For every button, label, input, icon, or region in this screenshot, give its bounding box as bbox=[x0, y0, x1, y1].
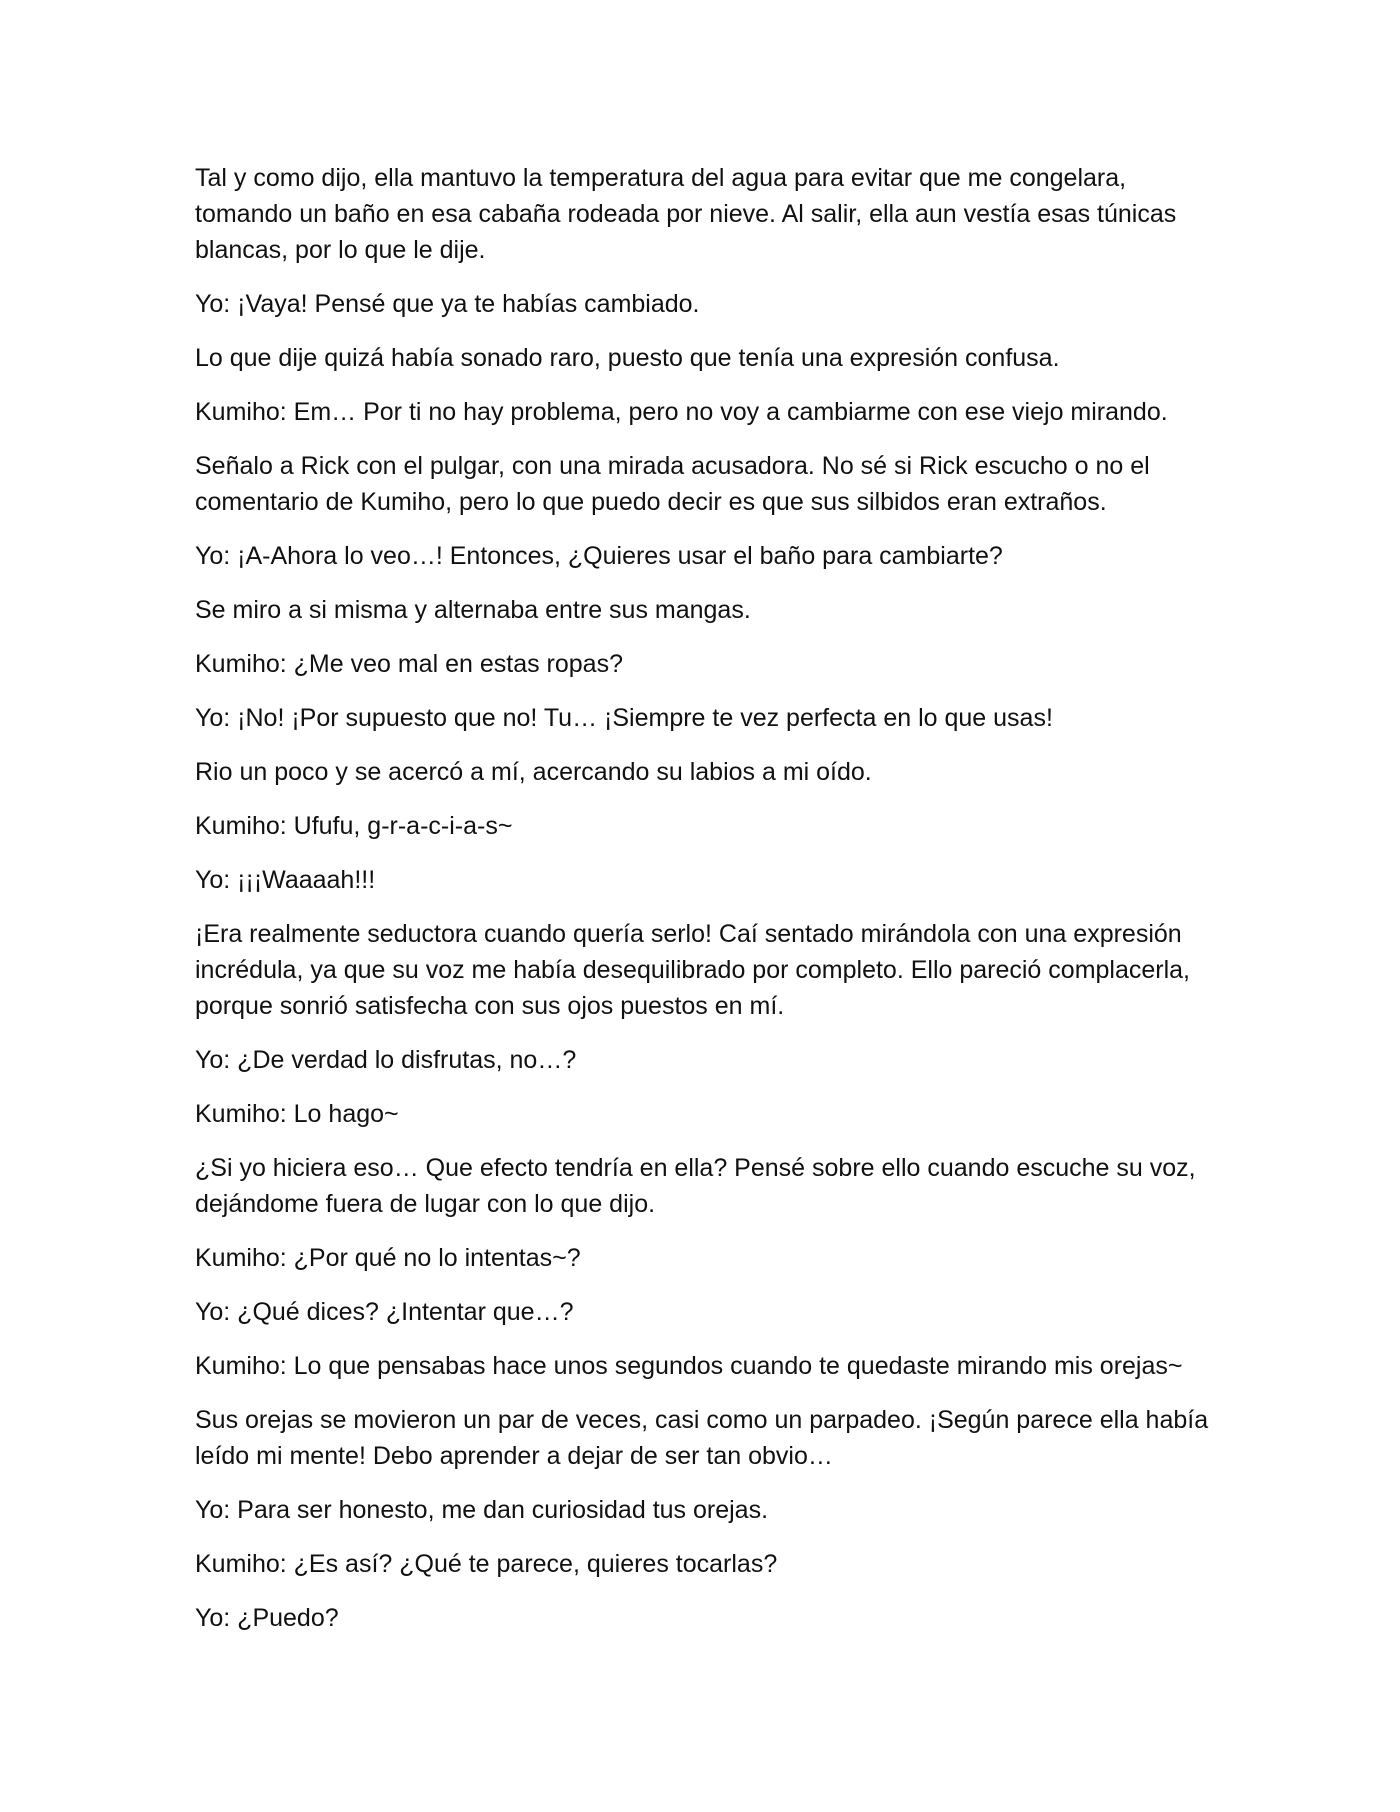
paragraph-19: Kumiho: Lo que pensabas hace unos segundos cuando te quedaste mirando mis orejas~ bbox=[195, 1352, 1183, 1380]
paragraph-10: Rio un poco y se acercó a mí, acercando su labios a mi oído. bbox=[195, 758, 872, 786]
paragraph-21: Yo: Para ser honesto, me dan curiosidad tus orejas. bbox=[195, 1496, 769, 1524]
paragraph-13: ¡Era realmente seductora cuando quería serlo! Caí sentado mirándola con una expresión incrédula, ya que su voz me había desequilibrado por completo. Ello pareció complacerla, porque sonrió satisfecha con sus ojos puestos en mí. bbox=[195, 920, 1191, 1020]
paragraph-12: Yo: ¡¡¡Waaaah!!! bbox=[195, 866, 376, 894]
paragraph-16: ¿Si yo hiciera eso… Que efecto tendría en ella? Pensé sobre ello cuando escuche su voz, dejándome fuera de lugar con lo que dijo. bbox=[195, 1154, 1196, 1218]
paragraph-15: Kumiho: Lo hago~ bbox=[195, 1100, 399, 1128]
paragraph-20: Sus orejas se movieron un par de veces, casi como un parpadeo. ¡Según parece ella había leído mi mente! Debo aprender a dejar de ser tan obvio… bbox=[195, 1406, 1209, 1470]
paragraph-14: Yo: ¿De verdad lo disfrutas, no…? bbox=[195, 1046, 577, 1074]
paragraph-4: Kumiho: Em… Por ti no hay problema, pero no voy a cambiarme con ese viejo mirando. bbox=[195, 398, 1168, 426]
paragraph-11: Kumiho: Ufufu, g-r-a-c-i-a-s~ bbox=[195, 812, 513, 840]
paragraph-23: Yo: ¿Puedo? bbox=[195, 1604, 339, 1632]
paragraph-8: Kumiho: ¿Me veo mal en estas ropas? bbox=[195, 650, 623, 678]
paragraph-2: Yo: ¡Vaya! Pensé que ya te habías cambiado. bbox=[195, 290, 700, 318]
paragraph-7: Se miro a si misma y alternaba entre sus mangas. bbox=[195, 596, 751, 624]
paragraph-17: Kumiho: ¿Por qué no lo intentas~? bbox=[195, 1244, 581, 1272]
paragraph-22: Kumiho: ¿Es así? ¿Qué te parece, quieres tocarlas? bbox=[195, 1550, 778, 1578]
paragraph-6: Yo: ¡A-Ahora lo veo…! Entonces, ¿Quieres usar el baño para cambiarte? bbox=[195, 542, 1003, 570]
paragraph-18: Yo: ¿Qué dices? ¿Intentar que…? bbox=[195, 1298, 574, 1326]
paragraph-5: Señalo a Rick con el pulgar, con una mirada acusadora. No sé si Rick escucho o no el comentario de Kumiho, pero lo que puedo decir es que sus silbidos eran extraños. bbox=[195, 452, 1150, 516]
paragraph-1: Tal y como dijo, ella mantuvo la temperatura del agua para evitar que me congelara, tomando un baño en esa cabaña rodeada por nieve. Al salir, ella aun vestía esas túnicas blancas, por lo que le dije. bbox=[195, 164, 1177, 264]
document-body bbox=[195, 160, 1215, 1654]
paragraph-3: Lo que dije quizá había sonado raro, puesto que tenía una expresión confusa. bbox=[195, 344, 1060, 372]
paragraph-9: Yo: ¡No! ¡Por supuesto que no! Tu… ¡Siempre te vez perfecta en lo que usas! bbox=[195, 704, 1053, 732]
